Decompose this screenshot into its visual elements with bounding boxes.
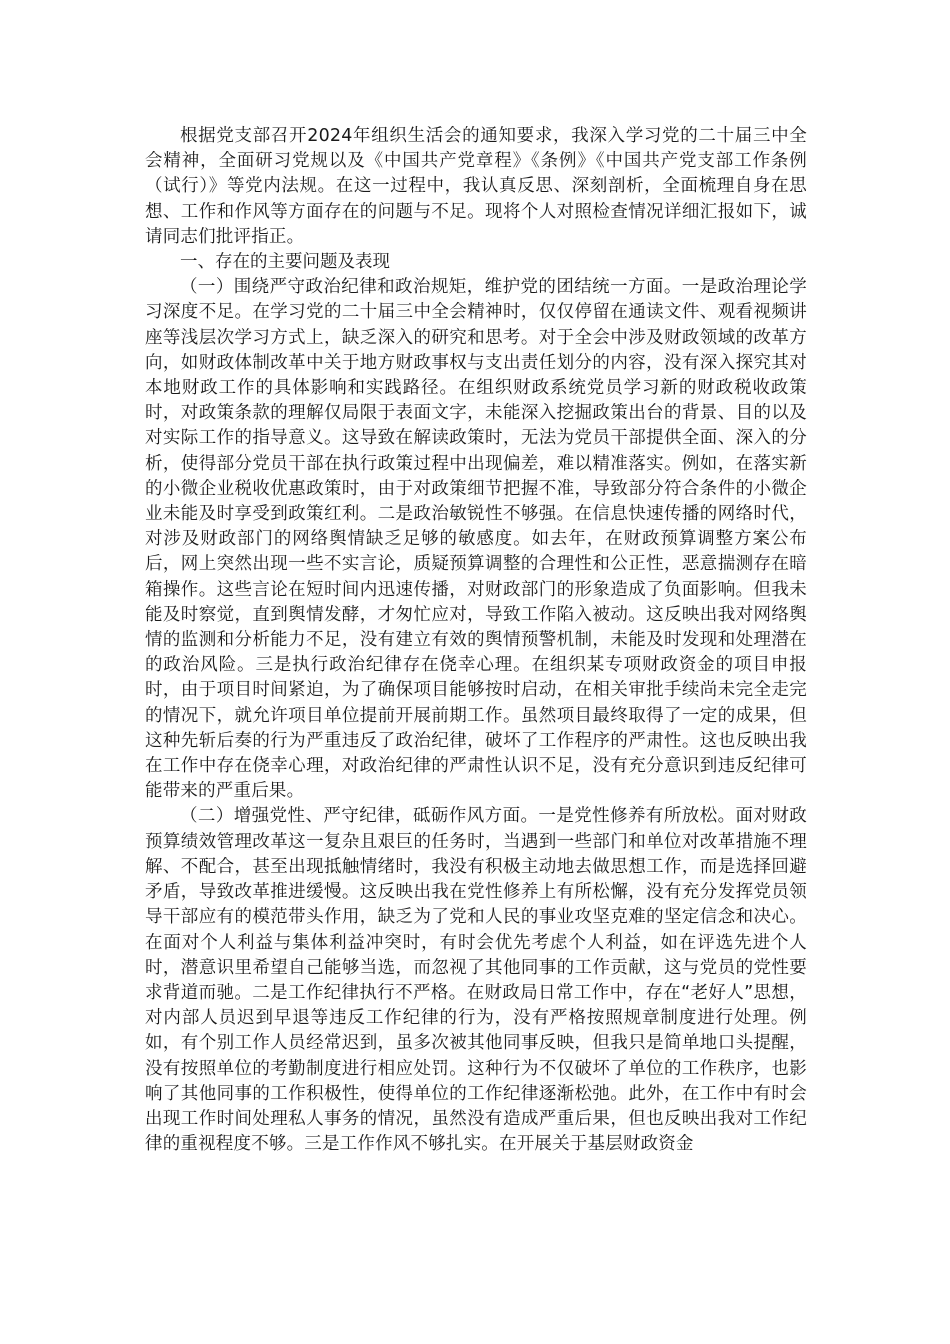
section-heading-problems: 一、存在的主要问题及表现 [180, 252, 390, 273]
document-page [145, 124, 807, 1157]
intro-paragraph: 根据党支部召开2024年组织生活会的通知要求，我深入学习党的二十届三中全会精神，全面研习党规以及《中国共产党章程》《条例》《中国共产党支部工作条例（试行）》等党内法规。在这一过程中，我认真反思、深刻剖析，全面梳理自身在思想、工作和作风等方面存在的问题与不足。现将个人对照检查情况详细汇报如下，诚请同志们批评指正。 [145, 126, 807, 247]
section-1-paragraph: （一）围绕严守政治纪律和政治规矩，维护党的团结统一方面。一是政治理论学习深度不足。在学习党的二十届三中全会精神时，仅仅停留在通读文件、观看视频讲座等浅层次学习方式上，缺乏深入的研究和思考。对于全会中涉及财政领域的改革方向，如财政体制改革中关于地方财政事权与支出责任划分的内容，没有深入探究其对本地财政工作的具体影响和实践路径。在组织财政系统党员学习新的财政税收政策时，对政策条款的理解仅局限于表面文字，未能深入挖掘政策出台的背景、目的以及对实际工作的指导意义。这导致在解读政策时，无法为党员干部提供全面、深入的分析，使得部分党员干部在执行政策过程中出现偏差，难以精准落实。例如，在落实新的小微企业税收优惠政策时，由于对政策细节把握不准，导致部分符合条件的小微企业未能及时享受到政策红利。二是政治敏锐性不够强。在信息快速传播的网络时代，对涉及财政部门的网络舆情缺乏足够的敏感度。如去年，在财政预算调整方案公布后，网上突然出现一些不实言论，质疑预算调整的合理性和公正性，恶意揣测存在暗箱操作。这些言论在短时间内迅速传播，对财政部门的形象造成了负面影响。但我未能及时察觉，直到舆情发酵，才匆忙应对，导致工作陷入被动。这反映出我对网络舆情的监测和分析能力不足，没有建立有效的舆情预警机制，未能及时发现和处理潜在的政治风险。三是执行政治纪律存在侥幸心理。在组织某专项财政资金的项目申报时，由于项目时间紧迫，为了确保项目能够按时启动，在相关审批手续尚未完全走完的情况下，就允许项目单位提前开展前期工作。虽然项目最终取得了一定的成果，但这种先斩后奏的行为严重违反了政治纪律，破坏了工作程序的严肃性。这也反映出我在工作中存在侥幸心理，对政治纪律的严肃性认识不足，没有充分意识到违反纪律可能带来的严重后果。 [145, 277, 807, 802]
section-2-paragraph: （二）增强党性、严守纪律，砥砺作风方面。一是党性修养有所放松。面对财政预算绩效管理改革这一复杂且艰巨的任务时，当遇到一些部门和单位对改革措施不理解、不配合，甚至出现抵触情绪时，我没有积极主动地去做思想工作，而是选择回避矛盾，导致改革推进缓慢。这反映出我在党性修养上有所松懈，没有充分发挥党员领导干部应有的模范带头作用，缺乏为了党和人民的事业攻坚克难的坚定信念和决心。在面对个人利益与集体利益冲突时，有时会优先考虑个人利益，如在评选先进个人时，潜意识里希望自己能够当选，而忽视了其他同事的工作贡献，这与党员的党性要求背道而驰。二是工作纪律执行不严格。在财政局日常工作中，存在“老好人”思想，对内部人员迟到早退等违反工作纪律的行为，没有严格按照规章制度进行处理。例如，有个别工作人员经常迟到，虽多次被其他同事反映，但我只是简单地口头提醒，没有按照单位的考勤制度进行相应处罚。这种行为不仅破坏了单位的工作秩序，也影响了其他同事的工作积极性，使得单位的工作纪律逐渐松弛。此外，在工作中有时会出现工作时间处理私人事务的情况，虽然没有造成严重后果，但也反映出我对工作纪律的重视程度不够。三是工作作风不够扎实。在开展关于基层财政资金 [145, 806, 807, 1155]
